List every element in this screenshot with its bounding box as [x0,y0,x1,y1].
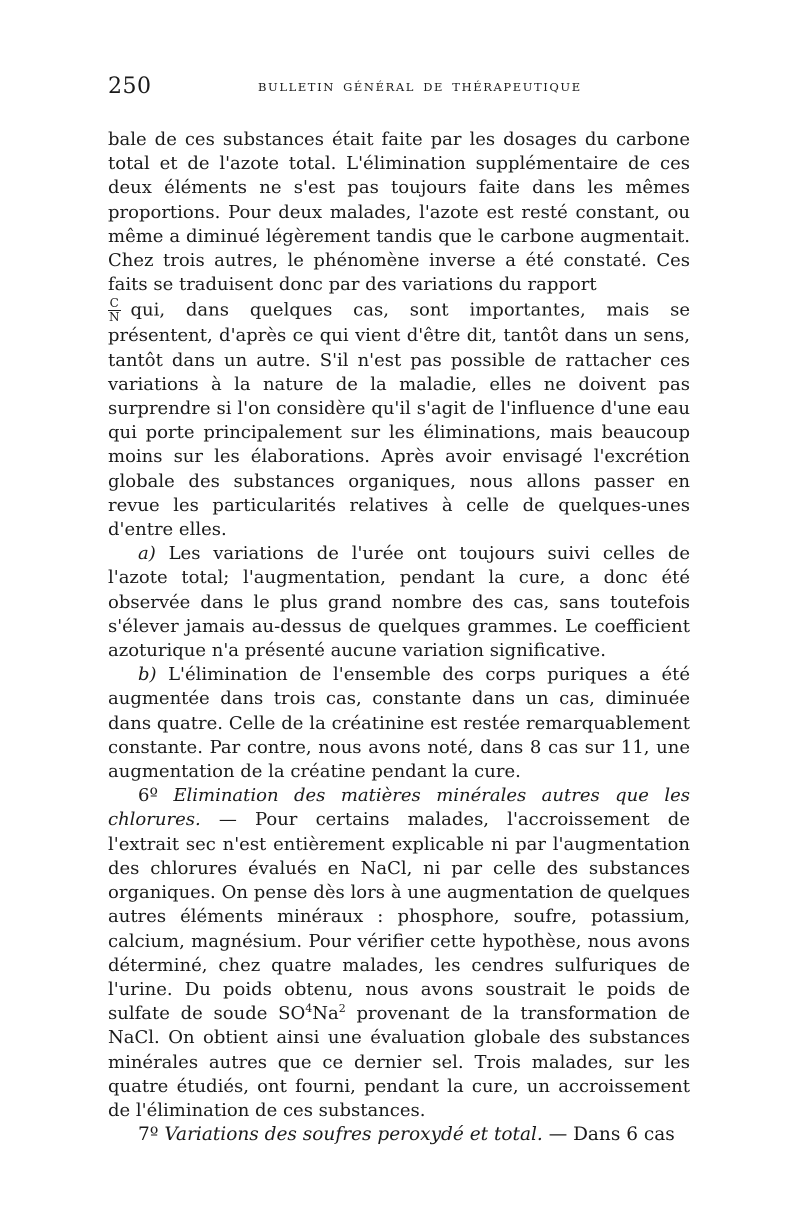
paragraph-purines [108,663,690,784]
section-number: 7º [138,1124,159,1146]
superscript-2: 2 [338,1002,346,1016]
superscript-4: 4 [305,1002,313,1016]
paragraph-text: qui, dans quelques cas, sont importantes, mais se présentent, d'après ce qui vient d'être dit, tantôt dans un sens, tantôt dans un autre. S'il n'est pas possible de rattacher ces variations à la nature de la maladie, elles ne doivent pas surprendre si l'on considère qu'il s'agit de l'influence d'une eau qui porte principalement sur les éliminations, mais beaucoup moins sur les élaborations. Après avoir envisagé l'excrétion globale des substances organiques, nous allons passer en revue les particularités relatives à celle de quelques-unes d'entre elles. [108,299,690,541]
section-title: Variations des soufres peroxydé et total. [164,1124,543,1146]
paragraph-urea [108,542,690,663]
page-header [108,72,690,108]
paragraph-text: — Dans 6 cas [548,1124,675,1146]
paragraph-text: L'élimination de l'ensemble des corps puriques a été augmentée dans trois cas, constante dans un cas, diminuée dans quatre. Celle de la créatinine est restée remarquablement constante. Par contre, nous avons noté, dans 8 cas sur 11, une augmentation de la créatine pendant la cure. [108,664,690,783]
section-7-sulfur [108,1123,690,1147]
item-label: b) [138,664,157,686]
paragraph-text: provenant de la transformation de NaCl. On obtient ainsi une évaluation globale des substances minérales autres que ce dernier sel. Trois malades, sur les quatre étudiés, ont fourni, pendant la cure, un accroissement de l'élimination de ces substances. [108,1003,691,1121]
paragraph-text: Les variations de l'urée ont toujours suivi celles de l'azote total; l'augmentation, pendant la cure, a donc été observée dans le plus grand nombre des cas, sans toutefois s'élever jamais au-dessus de quelques grammes. Le coefficient azoturique n'a présenté aucune variation significative. [108,543,690,662]
paragraph-carbon-nitrogen [108,128,690,542]
section-number: 6º [138,785,158,807]
page-number: 250 [108,74,152,99]
fraction-numerator: C [109,296,119,311]
paragraph-text: bale de ces substances était faite par les dosages du carbone total et de l'azote total. L'élimination supplémentaire de ces deux éléments ne s'est pas toujours faite dans les mêmes proportions. Pour deux malades, l'azote est resté constant, ou même a diminué légèrement tandis que le carbone augmentait. Chez trois autres, le phénomène inverse a été constaté. Ces faits se traduisent donc par des variations du rapport [108,129,690,296]
body-text [108,128,690,1147]
fraction-denominator: N [109,310,120,325]
section-title: Elimination des matières minérales autres que les chlorures. [108,785,690,831]
section-6-minerals [108,784,690,1123]
book-page [108,72,690,1147]
item-label: a) [138,543,156,565]
cn-ratio-fraction [108,297,121,324]
running-head: BULLETIN GÉNÉRAL DE THÉRAPEUTIQUE [258,80,582,94]
paragraph-text: Na [312,1003,339,1025]
paragraph-text: — Pour certains malades, l'accroissement de l'extrait sec n'est entièrement explicable ni par l'augmentation des chlorures évalués en NaCl, ni par celle des substances organiques. On pense dès lors à une augmentation de quelques autres éléments minéraux : phosphore, soufre, potassium, calcium, magnésium. Pour vérifier cette hypothèse, nous avons déterminé, chez quatre malades, les cendres sulfuriques de l'urine. Du poids obtenu, nous avons soustrait le poids de sulfate de soude SO [108,809,690,1025]
